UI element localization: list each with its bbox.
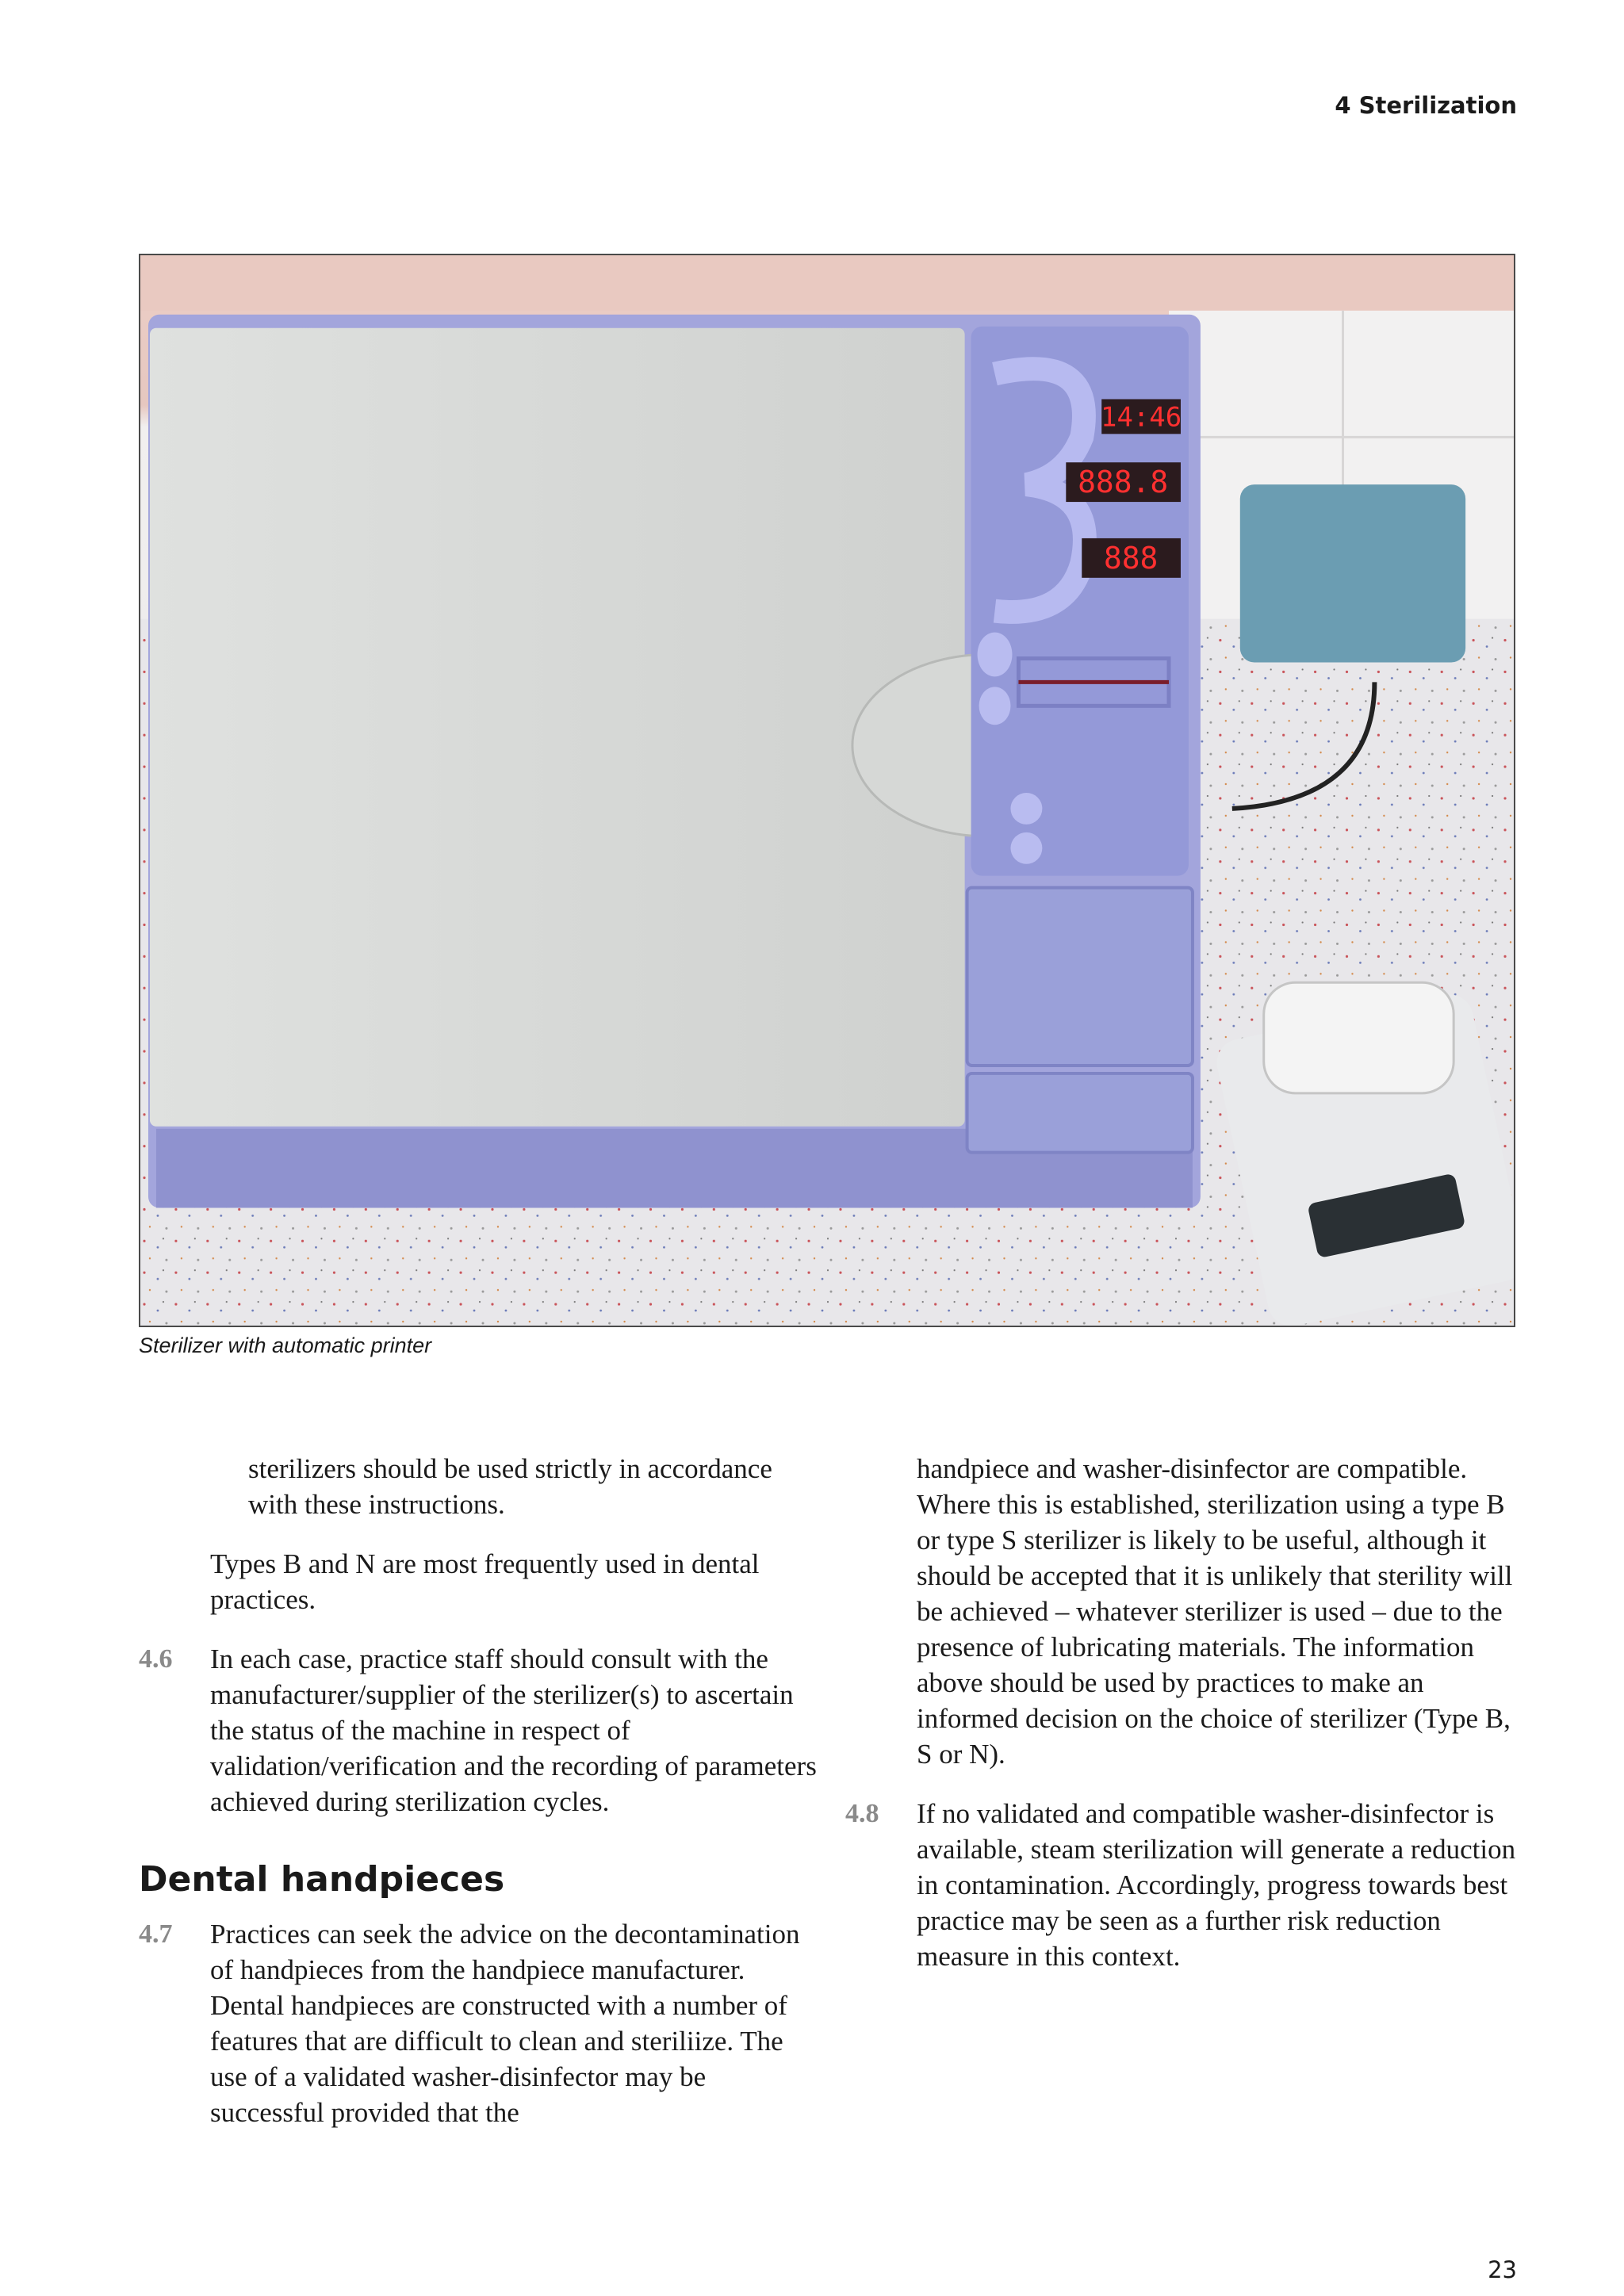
sterilizer-photo: [139, 254, 1515, 1327]
display-time: 14:46: [1101, 401, 1182, 433]
paragraph-number: 4.7: [139, 1919, 173, 1949]
wall-tiles-pink: [140, 255, 1514, 311]
printer-paper-roll: [1264, 982, 1454, 1093]
paragraph-text: Practices can seek the advice on the decontamination of handpieces from the handpiece manufacturer. Dental handpieces are constructed with a number of features that are difficult to clean and steriliize. The use of a validated washer-disinfector may be successful provided that the: [210, 1919, 800, 2128]
page-number: 23: [1488, 2256, 1517, 2283]
paragraph-number: 4.6: [139, 1644, 173, 1674]
paragraph-4-6: [139, 1641, 821, 1820]
running-head: 4 Sterilization: [1335, 92, 1517, 119]
panel-button: [1010, 832, 1042, 864]
lower-drawer: [967, 888, 1193, 1066]
sterilizer-door: [150, 328, 965, 1127]
display-temperature: 888.8: [1078, 465, 1169, 500]
bottom-drawer: [967, 1073, 1193, 1153]
paragraph-4-7-continued: handpiece and washer-disinfector are compatible. Where this is established, sterilization using a type B or type S sterilizer is likely to be useful, although it should be accepted that it is unlikely that sterility will be achieved – whatever sterilizer is used – due to the presence of lubricating materials. The information above should be used by practices to make an informed decision on the choice of sterilizer (Type B, S or N).: [917, 1453, 1513, 1770]
sterilizer-illustration: [140, 255, 1514, 1326]
left-column: [139, 1451, 821, 2154]
wall-unit: [1240, 484, 1465, 662]
paragraph-text: In each case, practice staff should consult with the manufacturer/supplier of the sterilizer(s) to ascertain the status of the machine in respect of validation/verification and the recording of parameters achieved during sterilization cycles.: [210, 1644, 817, 1817]
paragraph-continuation: sterilizers should be used strictly in accordance with these instructions.: [248, 1453, 772, 1520]
panel-button: [1010, 793, 1042, 825]
right-column: [845, 1451, 1519, 1998]
paragraph-number: 4.8: [845, 1799, 879, 1828]
display-pressure: 888: [1103, 540, 1159, 576]
panel-button: [979, 687, 1011, 725]
paragraph-text: If no validated and compatible washer-disinfector is available, steam sterilization will generate a reduction in contamination. Accordingly, progress towards best practice may be seen as a further risk reduction measure in this context.: [917, 1798, 1516, 1972]
paragraph-4-7: [139, 1916, 821, 2130]
paragraph-types: Types B and N are most frequently used in dental practices.: [210, 1548, 760, 1615]
section-title: Dental handpieces: [139, 1859, 505, 1900]
figure-caption: Sterilizer with automatic printer: [139, 1334, 432, 1357]
panel-button: [978, 633, 1013, 677]
paragraph-4-8: [845, 1796, 1519, 1974]
